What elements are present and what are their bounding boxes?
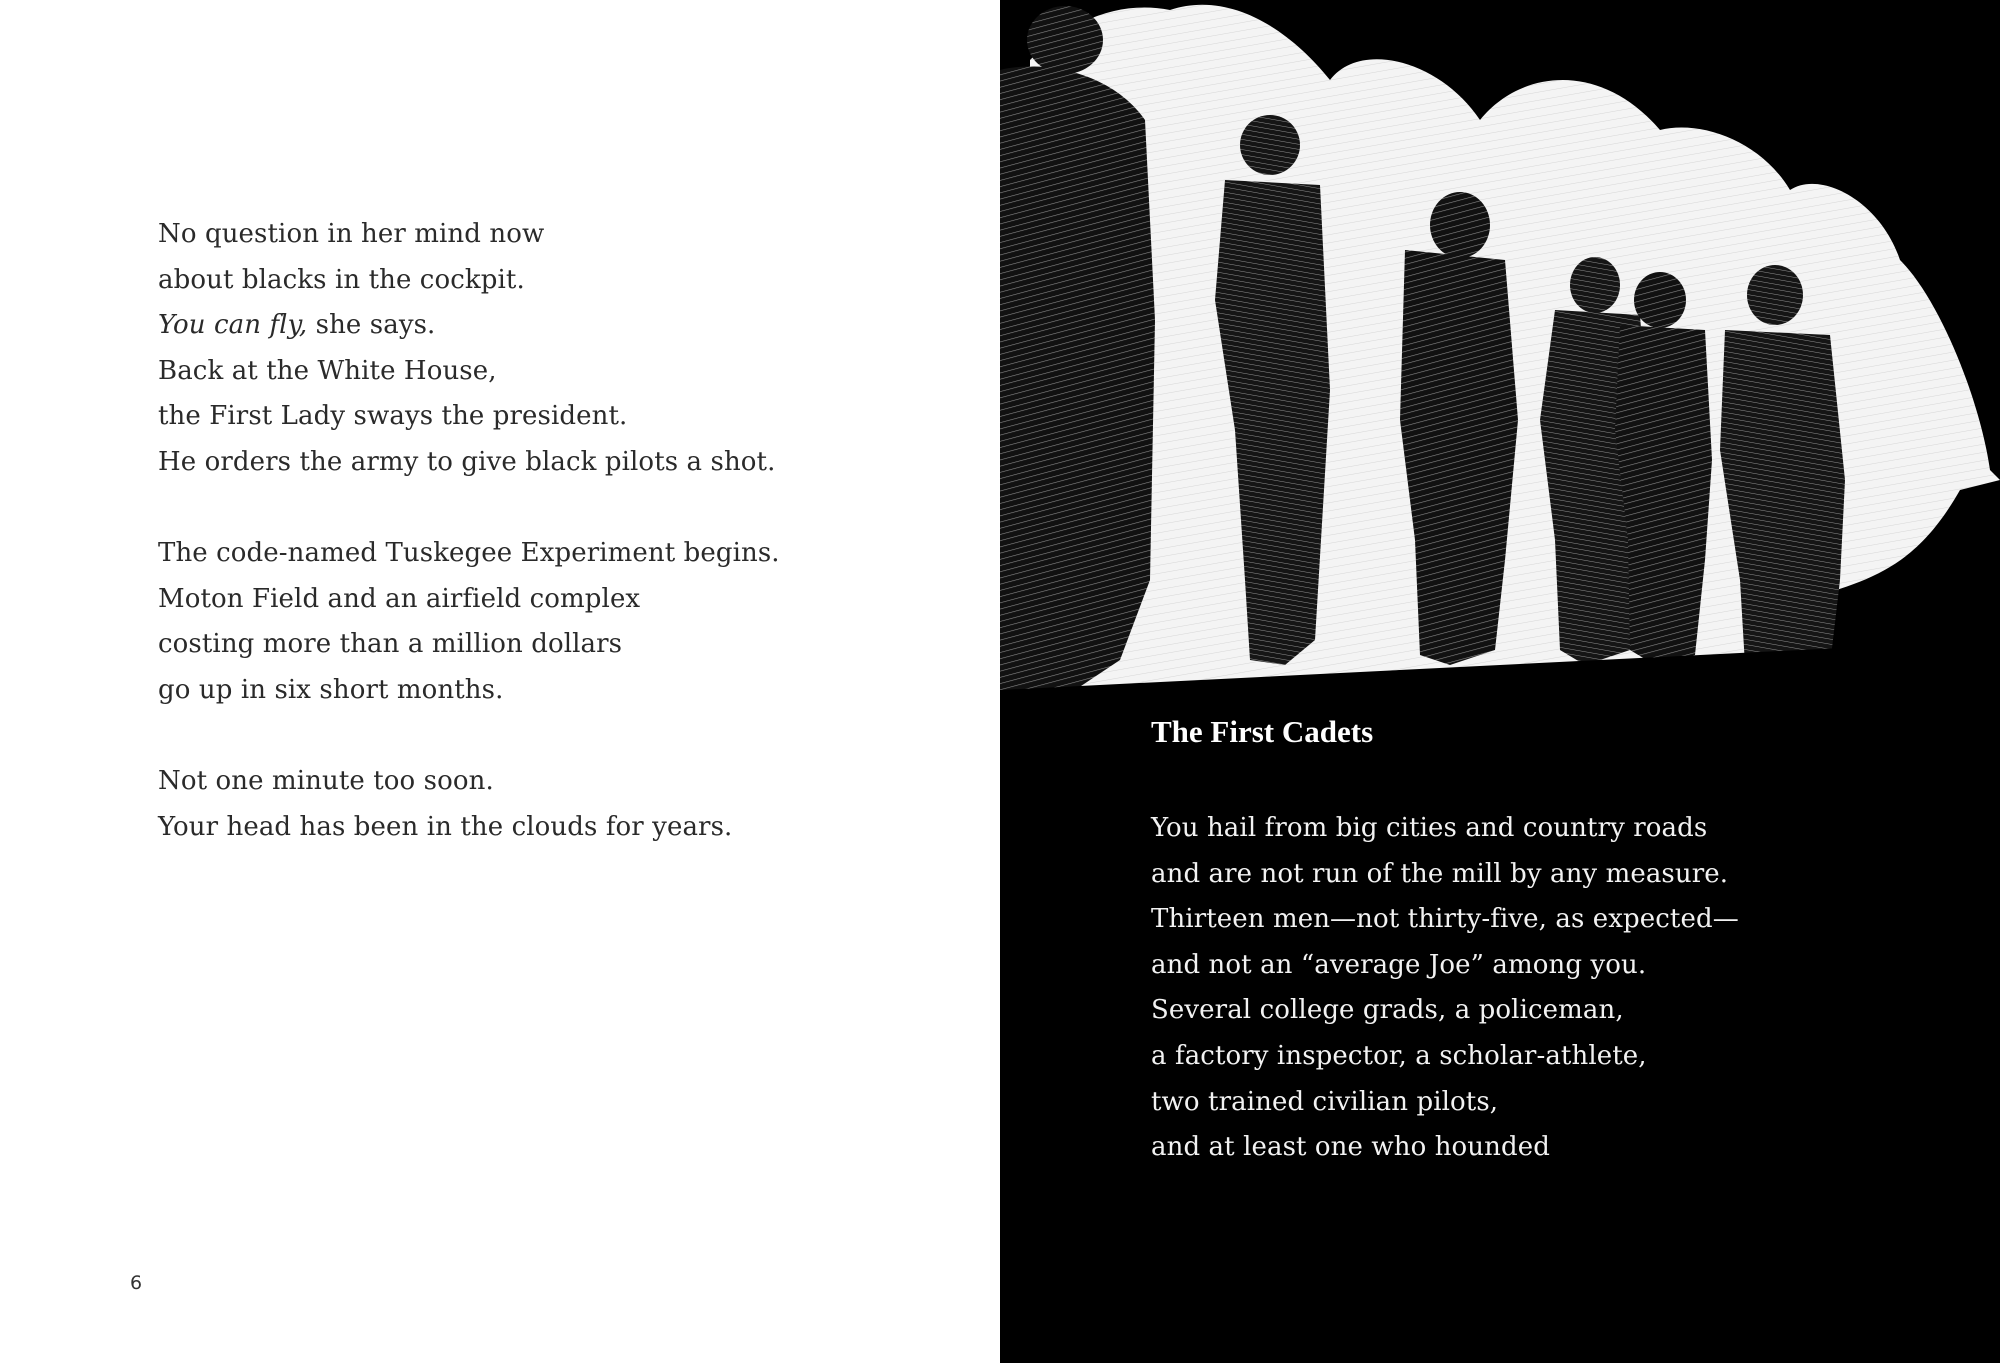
poem-line: He orders the army to give black pilots a shot.	[158, 446, 776, 477]
poem-line: Your head has been in the clouds for years.	[158, 811, 733, 842]
poem-line-italic	[158, 303, 780, 349]
poem-line: No question in her mind now	[158, 219, 545, 249]
cadet-1	[1000, 6, 1155, 700]
cadet-3	[1400, 192, 1518, 665]
left-poem	[158, 212, 780, 896]
poem-line: about blacks in the cockpit.	[158, 264, 525, 295]
right-poem	[1151, 806, 1739, 1171]
poem-line: Thirteen men—not thirty-five, as expected—	[1151, 904, 1739, 935]
poem-line: Not one minute too soon.	[158, 766, 494, 797]
page-number: 6	[130, 1272, 143, 1294]
right-page	[1000, 0, 2000, 1363]
poem-line: two trained civilian pilots,	[1151, 1086, 1499, 1117]
poem-title: The First Cadets	[1151, 714, 1374, 749]
italic-phrase: You can fly,	[158, 310, 308, 341]
poem-line: Moton Field and an airfield complex	[158, 583, 641, 614]
poem-line: Back at the White House,	[158, 355, 497, 386]
stanza-2	[158, 531, 780, 713]
poem-line: Several college grads, a policeman,	[1151, 995, 1624, 1026]
poem-line: and at least one who hounded	[1151, 1132, 1550, 1163]
italic-line-rest: she says.	[307, 310, 436, 341]
poem-line: and not an “average Joe” among you.	[1151, 949, 1647, 980]
poem-line: costing more than a million dollars	[158, 629, 623, 660]
stanza-1	[158, 212, 780, 486]
cadet-5	[1615, 272, 1712, 665]
poem-line: You hail from big cities and country roads	[1151, 813, 1708, 843]
poem-line: a factory inspector, a scholar-athlete,	[1151, 1040, 1647, 1071]
poem-line: The code-named Tuskegee Experiment begins.	[158, 538, 780, 569]
stanza-3	[158, 759, 780, 850]
poem-line: the First Lady sways the president.	[158, 401, 628, 432]
cadets-illustration	[1000, 0, 2000, 720]
poem-line: and are not run of the mill by any measure.	[1151, 858, 1729, 889]
poem-line: go up in six short months.	[158, 674, 504, 705]
